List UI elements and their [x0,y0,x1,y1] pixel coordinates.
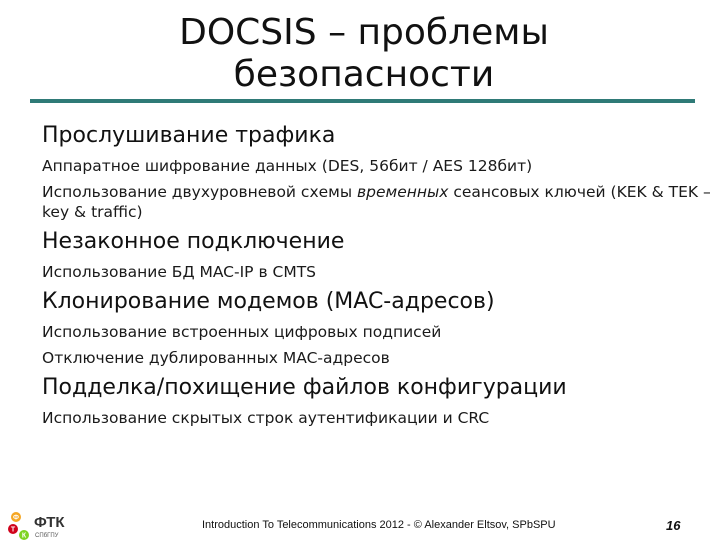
item-text: Использование двухуровневой схемы [42,183,358,201]
section-item: Использование БД MAC-IP в CMTS [42,263,317,281]
item-text-italic: временных [357,183,449,201]
section-item: Аппаратное шифрование данных (DES, 56бит / AES 128бит) [42,157,533,175]
logo-name: ФТК [34,514,65,531]
section-heading: Клонирование модемов (MAC-адресов) [42,289,495,314]
logo-subtitle: СПбГПУ [35,533,59,539]
logo-letter: К [21,532,27,540]
section-item: Отключение дублированных MAC-адресов [42,349,390,367]
title-line-2: безопасности [233,54,495,95]
section-heading: Подделка/похищение файлов конфигурации [42,375,567,400]
page-number: 16 [666,518,681,533]
section-item [42,182,712,222]
slide-title [0,12,728,96]
section-heading: Незаконное подключение [42,229,345,254]
section-heading: Прослушивание трафика [42,123,336,148]
slide-footer [0,515,728,539]
logo-letter: Т [10,526,16,534]
logo-letter: Ф [13,514,19,522]
section-item: Использование скрытых строк аутентификации и CRC [42,409,490,427]
title-line-1: DOCSIS – проблемы [179,12,549,53]
title-divider [30,99,695,103]
slide-content [42,122,712,434]
section-item: Использование встроенных цифровых подписей [42,323,442,341]
footer-text: Introduction To Telecommunications 2012 - © Alexander Eltsov, SPbSPU [202,519,556,531]
item-text: сеансовых ключей (KEK & TEK – key & traffic) [42,183,711,221]
